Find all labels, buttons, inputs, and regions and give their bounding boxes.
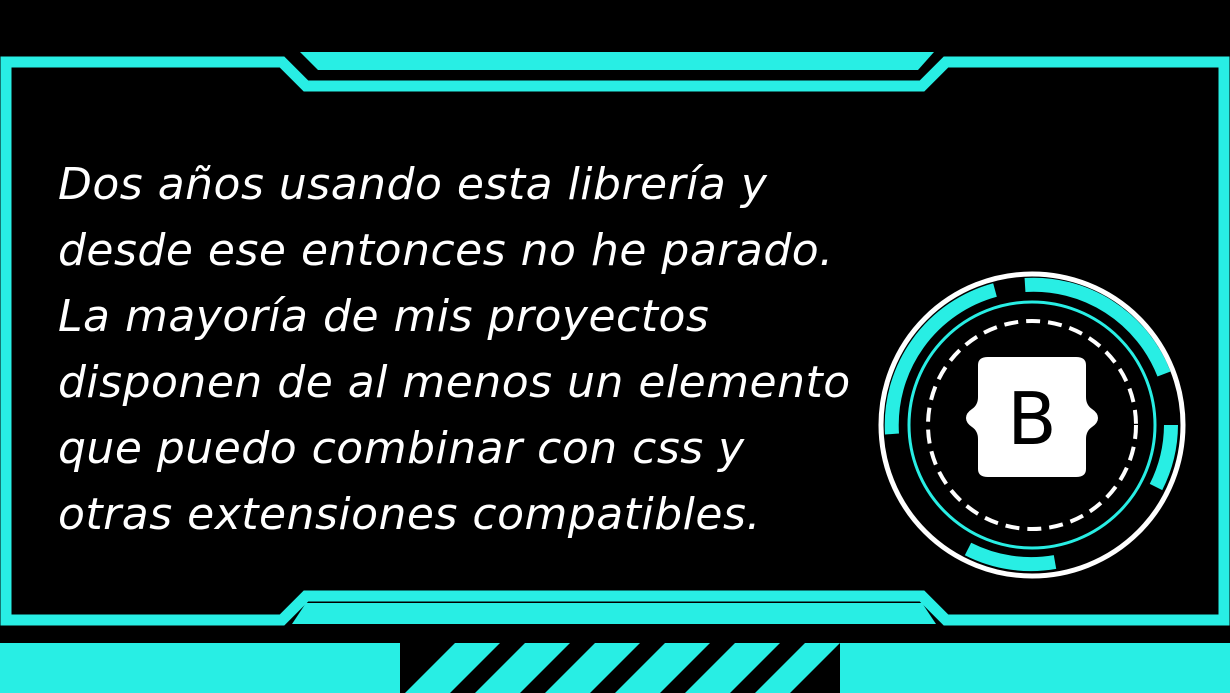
bootstrap-logo-letter: B [1007, 377, 1057, 461]
hazard-stripes [400, 643, 840, 693]
frame-bottom-bar [292, 603, 936, 624]
quote-line: La mayoría de mis proyectos [58, 291, 710, 342]
quote-line: que puedo combinar con css y [58, 423, 745, 474]
quote-line: Dos años usando esta librería y [58, 159, 768, 210]
bootstrap-logo-icon [966, 357, 1098, 477]
hud-badge [874, 267, 1190, 583]
quote-line: desde ese entonces no he parado. [58, 225, 834, 276]
quote-line: disponen de al menos un elemento [58, 357, 851, 408]
quote-text [58, 152, 898, 548]
frame-top-bar [300, 52, 934, 70]
quote-line: otras extensiones compatibles. [58, 489, 761, 540]
